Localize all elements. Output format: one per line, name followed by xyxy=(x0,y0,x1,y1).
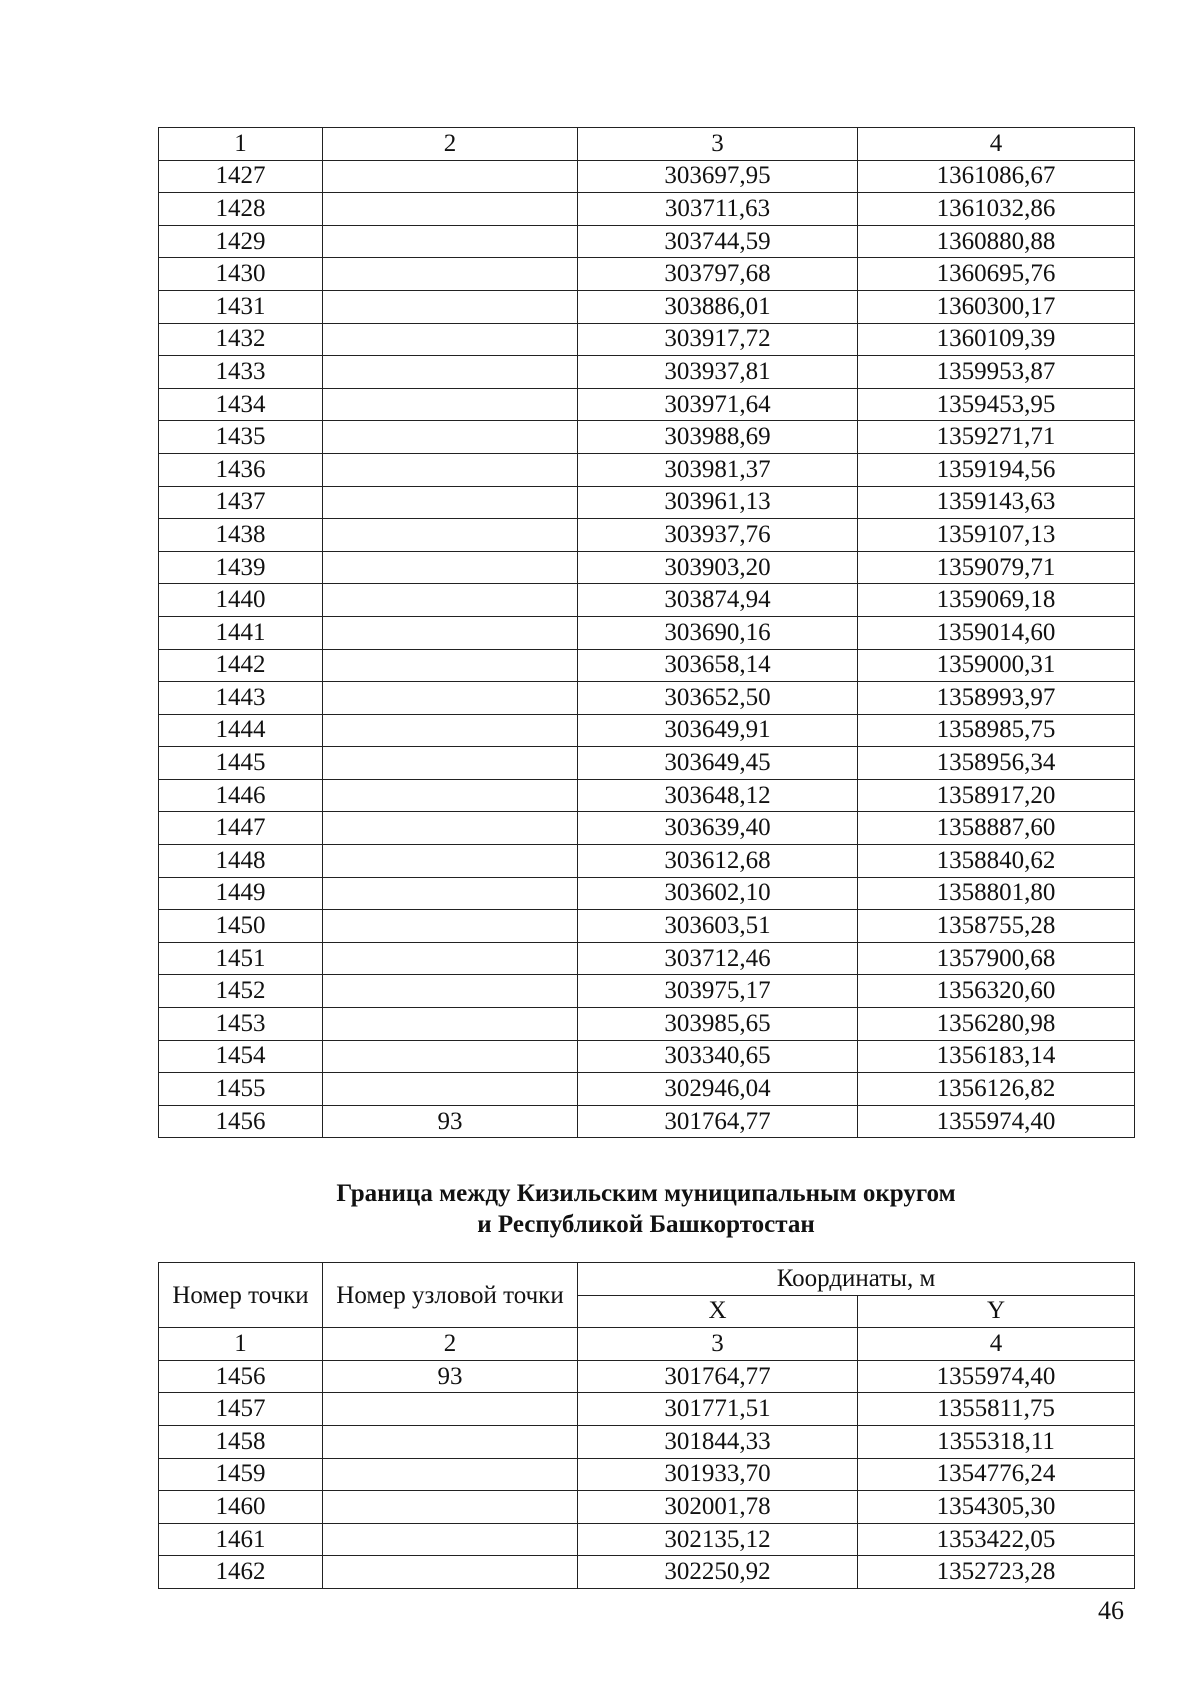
y-coordinate-cell: 1358985,75 xyxy=(858,714,1135,747)
x-coordinate-cell: 303981,37 xyxy=(578,453,858,486)
point-number-cell: 1455 xyxy=(159,1073,323,1106)
y-coordinate-header: Y xyxy=(858,1295,1135,1328)
x-coordinate-cell: 301764,77 xyxy=(578,1105,858,1138)
node-point-cell xyxy=(323,160,578,193)
x-coordinate-cell: 302135,12 xyxy=(578,1523,858,1556)
x-coordinate-cell: 303711,63 xyxy=(578,193,858,226)
point-number-cell: 1451 xyxy=(159,942,323,975)
x-coordinate-cell: 303985,65 xyxy=(578,1008,858,1041)
point-number-cell: 1436 xyxy=(159,453,323,486)
x-coordinate-cell: 301764,77 xyxy=(578,1360,858,1393)
page-number: 46 xyxy=(1098,1596,1124,1625)
y-coordinate-cell: 1360695,76 xyxy=(858,258,1135,291)
y-coordinate-cell: 1356320,60 xyxy=(858,975,1135,1008)
point-number-cell: 1446 xyxy=(159,779,323,812)
table-row xyxy=(159,877,1135,910)
x-coordinate-cell: 303603,51 xyxy=(578,910,858,943)
point-number-cell: 1431 xyxy=(159,290,323,323)
x-coordinate-cell: 303712,46 xyxy=(578,942,858,975)
x-coordinate-cell: 303649,45 xyxy=(578,747,858,780)
y-coordinate-cell: 1359014,60 xyxy=(858,616,1135,649)
boundary-coordinates-table xyxy=(158,1262,1135,1589)
point-number-cell: 1456 xyxy=(159,1360,323,1393)
table-row xyxy=(159,160,1135,193)
y-coordinate-cell: 1359143,63 xyxy=(858,486,1135,519)
x-coordinate-cell: 302250,92 xyxy=(578,1556,858,1589)
x-coordinate-cell: 303744,59 xyxy=(578,225,858,258)
table-row xyxy=(159,812,1135,845)
table-row xyxy=(159,551,1135,584)
point-number-cell: 1454 xyxy=(159,1040,323,1073)
y-coordinate-cell: 1361086,67 xyxy=(858,160,1135,193)
node-point-cell xyxy=(323,877,578,910)
point-number-cell: 1427 xyxy=(159,160,323,193)
point-number-cell: 1458 xyxy=(159,1425,323,1458)
y-coordinate-cell: 1358887,60 xyxy=(858,812,1135,845)
node-point-cell xyxy=(323,845,578,878)
point-number-cell: 1453 xyxy=(159,1008,323,1041)
table-row xyxy=(159,616,1135,649)
point-number-cell: 1438 xyxy=(159,519,323,552)
point-number-cell: 1459 xyxy=(159,1458,323,1491)
node-point-cell xyxy=(323,193,578,226)
column-number-cell: 3 xyxy=(578,1328,858,1361)
node-point-cell xyxy=(323,551,578,584)
y-coordinate-cell: 1359079,71 xyxy=(858,551,1135,584)
coordinates-table-body xyxy=(159,128,1135,1138)
x-coordinate-cell: 301933,70 xyxy=(578,1458,858,1491)
x-coordinate-cell: 303797,68 xyxy=(578,258,858,291)
node-point-cell xyxy=(323,225,578,258)
table-row xyxy=(159,975,1135,1008)
point-number-cell: 1435 xyxy=(159,421,323,454)
column-number-row xyxy=(159,1328,1135,1361)
node-point-cell xyxy=(323,421,578,454)
x-coordinate-cell: 303612,68 xyxy=(578,845,858,878)
x-coordinate-cell: 303937,81 xyxy=(578,356,858,389)
x-coordinate-cell: 303690,16 xyxy=(578,616,858,649)
node-point-cell: 93 xyxy=(323,1105,578,1138)
x-coordinate-cell: 303874,94 xyxy=(578,584,858,617)
point-number-cell: 1456 xyxy=(159,1105,323,1138)
point-number-cell: 1443 xyxy=(159,682,323,715)
y-coordinate-cell: 1359194,56 xyxy=(858,453,1135,486)
table-row xyxy=(159,1105,1135,1138)
table-row xyxy=(159,682,1135,715)
point-number-cell: 1448 xyxy=(159,845,323,878)
coordinates-header: Координаты, м xyxy=(578,1263,1135,1296)
node-point-cell xyxy=(323,1556,578,1589)
node-point-cell xyxy=(323,747,578,780)
column-number-cell: 4 xyxy=(858,1328,1135,1361)
point-number-cell: 1452 xyxy=(159,975,323,1008)
table-row xyxy=(159,193,1135,226)
y-coordinate-cell: 1355811,75 xyxy=(858,1393,1135,1426)
node-point-cell xyxy=(323,584,578,617)
x-coordinate-header: X xyxy=(578,1295,858,1328)
y-coordinate-cell: 1354305,30 xyxy=(858,1491,1135,1524)
node-point-cell xyxy=(323,682,578,715)
x-coordinate-cell: 303937,76 xyxy=(578,519,858,552)
table-row xyxy=(159,747,1135,780)
y-coordinate-cell: 1356280,98 xyxy=(858,1008,1135,1041)
y-coordinate-cell: 1356126,82 xyxy=(858,1073,1135,1106)
table-row xyxy=(159,714,1135,747)
node-point-cell xyxy=(323,779,578,812)
point-number-cell: 1429 xyxy=(159,225,323,258)
table-row xyxy=(159,1491,1135,1524)
point-number-cell: 1462 xyxy=(159,1556,323,1589)
x-coordinate-cell: 303886,01 xyxy=(578,290,858,323)
table-row xyxy=(159,1393,1135,1426)
x-coordinate-cell: 303340,65 xyxy=(578,1040,858,1073)
y-coordinate-cell: 1356183,14 xyxy=(858,1040,1135,1073)
table-row xyxy=(159,1040,1135,1073)
node-point-cell xyxy=(323,616,578,649)
column-number-cell: 1 xyxy=(159,128,323,161)
y-coordinate-cell: 1358755,28 xyxy=(858,910,1135,943)
point-number-cell: 1445 xyxy=(159,747,323,780)
point-number-cell: 1450 xyxy=(159,910,323,943)
y-coordinate-cell: 1358993,97 xyxy=(858,682,1135,715)
node-point-cell xyxy=(323,812,578,845)
point-number-cell: 1432 xyxy=(159,323,323,356)
node-point-cell xyxy=(323,649,578,682)
point-number-cell: 1444 xyxy=(159,714,323,747)
table-row xyxy=(159,323,1135,356)
x-coordinate-cell: 303652,50 xyxy=(578,682,858,715)
y-coordinate-cell: 1355974,40 xyxy=(858,1105,1135,1138)
table-row xyxy=(159,519,1135,552)
node-point-cell xyxy=(323,1425,578,1458)
node-point-cell xyxy=(323,356,578,389)
x-coordinate-cell: 303697,95 xyxy=(578,160,858,193)
y-coordinate-cell: 1358840,62 xyxy=(858,845,1135,878)
x-coordinate-cell: 303903,20 xyxy=(578,551,858,584)
y-coordinate-cell: 1359453,95 xyxy=(858,388,1135,421)
point-number-cell: 1449 xyxy=(159,877,323,910)
table-row xyxy=(159,453,1135,486)
y-coordinate-cell: 1358801,80 xyxy=(858,877,1135,910)
x-coordinate-cell: 303602,10 xyxy=(578,877,858,910)
node-point-cell xyxy=(323,1458,578,1491)
table-row xyxy=(159,1360,1135,1393)
point-number-cell: 1430 xyxy=(159,258,323,291)
point-number-cell: 1434 xyxy=(159,388,323,421)
table-row xyxy=(159,258,1135,291)
y-coordinate-cell: 1359107,13 xyxy=(858,519,1135,552)
y-coordinate-cell: 1358956,34 xyxy=(858,747,1135,780)
column-number-cell: 1 xyxy=(159,1328,323,1361)
node-point-cell xyxy=(323,1393,578,1426)
column-number-cell: 2 xyxy=(323,1328,578,1361)
y-coordinate-cell: 1359953,87 xyxy=(858,356,1135,389)
table-row xyxy=(159,942,1135,975)
point-number-header: Номер точки xyxy=(159,1263,323,1328)
node-point-cell xyxy=(323,388,578,421)
table-row xyxy=(159,356,1135,389)
table-row xyxy=(159,388,1135,421)
node-point-cell xyxy=(323,1073,578,1106)
x-coordinate-cell: 303971,64 xyxy=(578,388,858,421)
x-coordinate-cell: 303961,13 xyxy=(578,486,858,519)
column-number-row xyxy=(159,128,1135,161)
node-point-cell xyxy=(323,1523,578,1556)
point-number-cell: 1433 xyxy=(159,356,323,389)
x-coordinate-cell: 303658,14 xyxy=(578,649,858,682)
node-point-cell xyxy=(323,290,578,323)
x-coordinate-cell: 301771,51 xyxy=(578,1393,858,1426)
node-point-cell: 93 xyxy=(323,1360,578,1393)
table-row xyxy=(159,779,1135,812)
table-row xyxy=(159,845,1135,878)
point-number-cell: 1441 xyxy=(159,616,323,649)
section-heading-line1: Граница между Кизильским муниципальным округом xyxy=(336,1180,956,1207)
x-coordinate-cell: 303917,72 xyxy=(578,323,858,356)
y-coordinate-cell: 1355974,40 xyxy=(858,1360,1135,1393)
column-number-cell: 3 xyxy=(578,128,858,161)
table-row xyxy=(159,910,1135,943)
table-row xyxy=(159,1458,1135,1491)
table-row xyxy=(159,1425,1135,1458)
y-coordinate-cell: 1353422,05 xyxy=(858,1523,1135,1556)
y-coordinate-cell: 1360880,88 xyxy=(858,225,1135,258)
table-row xyxy=(159,486,1135,519)
node-point-cell xyxy=(323,1491,578,1524)
node-point-cell xyxy=(323,975,578,1008)
table-row xyxy=(159,1008,1135,1041)
table-row xyxy=(159,290,1135,323)
x-coordinate-cell: 303975,17 xyxy=(578,975,858,1008)
table-header-row xyxy=(159,1263,1135,1296)
y-coordinate-cell: 1354776,24 xyxy=(858,1458,1135,1491)
y-coordinate-cell: 1359271,71 xyxy=(858,421,1135,454)
coordinates-table-continued xyxy=(158,127,1135,1138)
table-row xyxy=(159,421,1135,454)
boundary-table-body xyxy=(159,1263,1135,1589)
x-coordinate-cell: 302001,78 xyxy=(578,1491,858,1524)
node-point-cell xyxy=(323,323,578,356)
node-point-cell xyxy=(323,519,578,552)
node-point-cell xyxy=(323,1040,578,1073)
table-row xyxy=(159,1523,1135,1556)
x-coordinate-cell: 303648,12 xyxy=(578,779,858,812)
y-coordinate-cell: 1359000,31 xyxy=(858,649,1135,682)
point-number-cell: 1440 xyxy=(159,584,323,617)
column-number-cell: 4 xyxy=(858,128,1135,161)
point-number-cell: 1442 xyxy=(159,649,323,682)
y-coordinate-cell: 1360109,39 xyxy=(858,323,1135,356)
table-row xyxy=(159,1556,1135,1589)
point-number-cell: 1439 xyxy=(159,551,323,584)
table-row xyxy=(159,584,1135,617)
y-coordinate-cell: 1360300,17 xyxy=(858,290,1135,323)
y-coordinate-cell: 1355318,11 xyxy=(858,1425,1135,1458)
node-point-cell xyxy=(323,1008,578,1041)
node-point-cell xyxy=(323,258,578,291)
y-coordinate-cell: 1359069,18 xyxy=(858,584,1135,617)
point-number-cell: 1461 xyxy=(159,1523,323,1556)
column-number-cell: 2 xyxy=(323,128,578,161)
x-coordinate-cell: 301844,33 xyxy=(578,1425,858,1458)
table-row xyxy=(159,649,1135,682)
x-coordinate-cell: 302946,04 xyxy=(578,1073,858,1106)
point-number-cell: 1447 xyxy=(159,812,323,845)
point-number-cell: 1457 xyxy=(159,1393,323,1426)
y-coordinate-cell: 1352723,28 xyxy=(858,1556,1135,1589)
node-point-cell xyxy=(323,942,578,975)
y-coordinate-cell: 1361032,86 xyxy=(858,193,1135,226)
x-coordinate-cell: 303988,69 xyxy=(578,421,858,454)
node-point-cell xyxy=(323,910,578,943)
node-point-cell xyxy=(323,453,578,486)
x-coordinate-cell: 303649,91 xyxy=(578,714,858,747)
node-point-number-header: Номер узловой точки xyxy=(323,1263,578,1328)
y-coordinate-cell: 1358917,20 xyxy=(858,779,1135,812)
point-number-cell: 1460 xyxy=(159,1491,323,1524)
node-point-cell xyxy=(323,486,578,519)
table-row xyxy=(159,225,1135,258)
section-heading-line2: и Республикой Башкортостан xyxy=(477,1211,815,1238)
table-row xyxy=(159,1073,1135,1106)
point-number-cell: 1437 xyxy=(159,486,323,519)
y-coordinate-cell: 1357900,68 xyxy=(858,942,1135,975)
point-number-cell: 1428 xyxy=(159,193,323,226)
node-point-cell xyxy=(323,714,578,747)
x-coordinate-cell: 303639,40 xyxy=(578,812,858,845)
